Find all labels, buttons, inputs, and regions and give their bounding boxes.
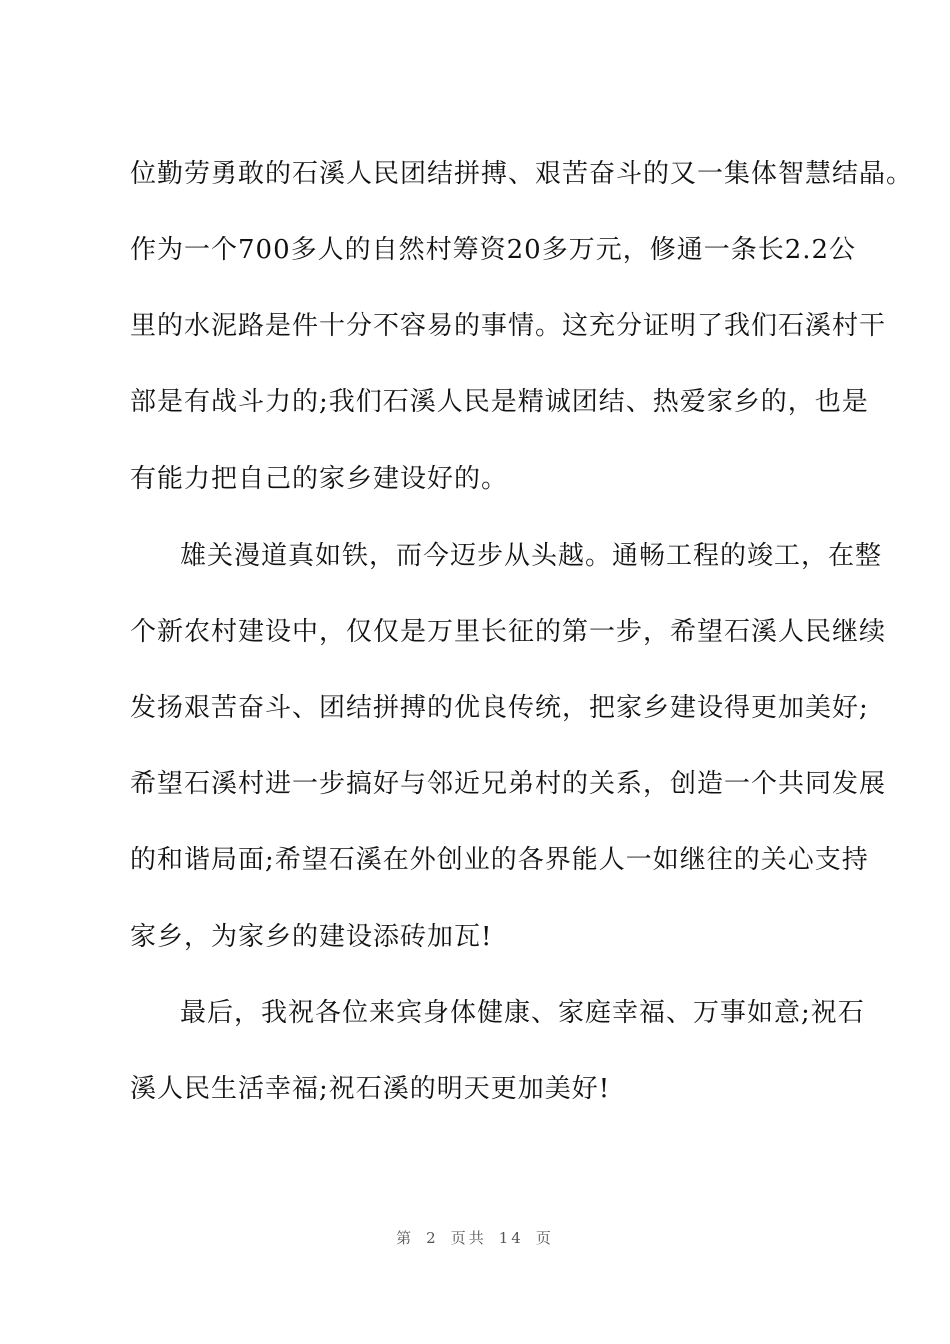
body-line: 里的水泥路是件十分不容易的事情。这充分证明了我们石溪村干: [130, 311, 887, 341]
paragraph-first-line: 雄关漫道真如铁，而今迈步从头越。通畅工程的竣工，在整: [180, 541, 883, 571]
body-line: 发扬艰苦奋斗、团结拼搏的优良传统，把家乡建设得更加美好;: [130, 693, 869, 723]
footer-total-pages: 14: [498, 1229, 524, 1247]
body-line: 家乡，为家乡的建设添砖加瓦!: [130, 922, 493, 952]
body-line: 希望石溪村进一步搞好与邻近兄弟村的关系，创造一个共同发展: [130, 769, 887, 799]
body-line: 的和谐局面;希望石溪在外创业的各界能人一如继往的关心支持: [130, 845, 869, 875]
footer-suffix: 页: [535, 1229, 554, 1247]
page-footer: [0, 1228, 950, 1248]
footer-page-number: 2: [426, 1229, 439, 1247]
body-line: 部是有战斗力的;我们石溪人民是精诚团结、热爱家乡的，也是: [130, 387, 869, 417]
body-line: 有能力把自己的家乡建设好的。: [130, 464, 509, 494]
footer-middle: 页共: [450, 1229, 487, 1247]
body-line: 作为一个700多人的自然村筹资20多万元，修通一条长2.2公: [130, 235, 857, 265]
paragraph-first-line: 最后，我祝各位来宾身体健康、家庭幸福、万事如意;祝石: [180, 998, 865, 1028]
body-line: 溪人民生活幸福;祝石溪的明天更加美好!: [130, 1074, 611, 1104]
footer-prefix: 第: [396, 1229, 415, 1247]
body-line: 位勤劳勇敢的石溪人民团结拼搏、艰苦奋斗的又一集体智慧结晶。: [130, 159, 914, 189]
body-line: 个新农村建设中，仅仅是万里长征的第一步，希望石溪人民继续: [130, 617, 887, 647]
